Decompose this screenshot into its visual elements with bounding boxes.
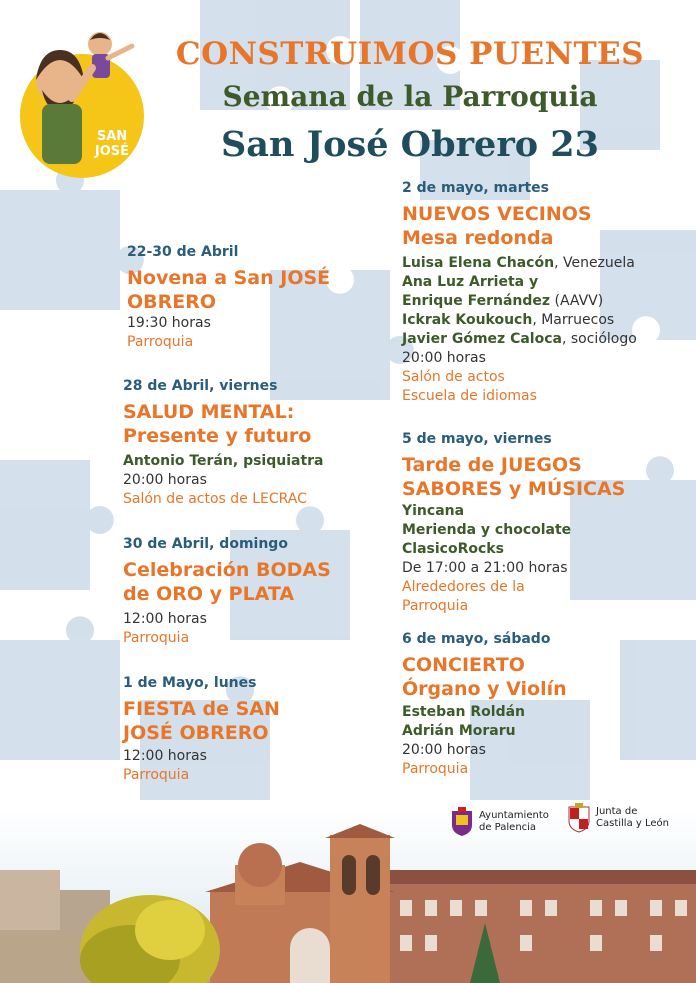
event-place: Parroquia <box>402 761 469 777</box>
event-time: 20:00 horas <box>123 472 207 488</box>
subtitle: Semana de la Parroquia <box>222 80 598 113</box>
event-activity: Merienda y chocolate <box>402 522 572 538</box>
event-title: Órgano y Violín <box>402 678 567 700</box>
sponsor-label: Ayuntamiento <box>479 810 549 821</box>
event-date: 28 de Abril, viernes <box>123 378 278 394</box>
event-date: 5 de mayo, viernes <box>402 431 552 447</box>
event-juegos <box>402 431 625 616</box>
event-date: 22-30 de Abril <box>127 244 239 260</box>
event-place: Parroquia <box>402 598 469 614</box>
event-time: 19:30 horas <box>127 315 211 331</box>
event-time: 20:00 horas <box>402 742 486 758</box>
sponsor-ayuntamiento <box>450 807 549 837</box>
event-bodas <box>123 536 331 648</box>
event-speaker: Javier Gómez Caloca, sociólogo <box>402 331 637 347</box>
event-title: OBRERO <box>127 291 217 313</box>
event-speaker: Antonio Terán, psiquiatra <box>123 453 324 469</box>
main-title: CONSTRUIMOS PUENTES <box>175 36 645 72</box>
event-nuevos-vecinos <box>402 180 637 406</box>
junta-crest-icon <box>567 803 591 833</box>
event-title: NUEVOS VECINOS <box>402 203 592 225</box>
event-speaker: Ickrak Koukouch, Marruecos <box>402 312 615 328</box>
event-speaker: Ana Luz Arrieta y <box>402 274 539 290</box>
event-title: FIESTA de SAN <box>123 698 280 720</box>
event-title: Mesa redonda <box>402 227 554 249</box>
event-date: 1 de Mayo, lunes <box>123 675 257 691</box>
logo-text-jose: JOSÉ <box>94 144 130 159</box>
event-time: 12:00 horas <box>123 748 207 764</box>
event-title: SABORES y MÚSICAS <box>402 478 626 500</box>
event-date: 2 de mayo, martes <box>402 180 550 196</box>
event-time: 20:00 horas <box>402 350 486 366</box>
event-title: Presente y futuro <box>123 425 312 447</box>
event-concierto <box>402 631 567 779</box>
event-place: Salón de actos de LECRAC <box>123 491 307 507</box>
event-speaker: Luisa Elena Chacón, Venezuela <box>402 255 635 271</box>
event-activity: ClasicoRocks <box>402 541 504 557</box>
parish-logo <box>8 28 150 178</box>
event-title: Novena a San JOSÉ <box>127 267 331 289</box>
logo-text-san: SAN <box>96 129 128 144</box>
parish-name: San José Obrero 23 <box>221 124 599 165</box>
event-time: De 17:00 a 21:00 horas <box>402 560 568 576</box>
event-place: Parroquia <box>127 334 194 350</box>
event-place: Escuela de idiomas <box>402 388 537 404</box>
sponsor-label: Castilla y León <box>596 818 669 829</box>
event-title: CONCIERTO <box>402 654 525 676</box>
event-title: Tarde de JUEGOS <box>402 454 582 476</box>
sponsor-label: de Palencia <box>479 822 537 833</box>
event-speaker: Enrique Fernández (AAVV) <box>402 293 604 309</box>
event-place: Alrededores de la <box>402 579 525 595</box>
event-novena <box>127 244 330 352</box>
event-activity: Yincana <box>402 503 465 519</box>
event-title: JOSÉ OBRERO <box>123 722 269 744</box>
event-title: de ORO y PLATA <box>123 583 295 605</box>
event-place: Parroquia <box>123 767 190 783</box>
event-date: 6 de mayo, sábado <box>402 631 551 647</box>
event-title: Celebración BODAS <box>123 559 331 581</box>
event-title: SALUD MENTAL: <box>123 401 295 423</box>
sponsor-label: Junta de <box>596 806 638 817</box>
event-performer: Adrián Moraru <box>402 723 516 739</box>
event-place: Salón de actos <box>402 369 505 385</box>
ayuntamiento-crest-icon <box>450 807 474 837</box>
event-date: 30 de Abril, domingo <box>123 536 288 552</box>
event-performer: Esteban Roldán <box>402 704 526 720</box>
event-time: 12:00 horas <box>123 611 207 627</box>
event-fiesta <box>123 675 280 785</box>
event-place: Parroquia <box>123 630 190 646</box>
event-salud-mental <box>123 378 324 509</box>
town-illustration <box>0 810 696 983</box>
sponsor-junta <box>567 803 669 833</box>
